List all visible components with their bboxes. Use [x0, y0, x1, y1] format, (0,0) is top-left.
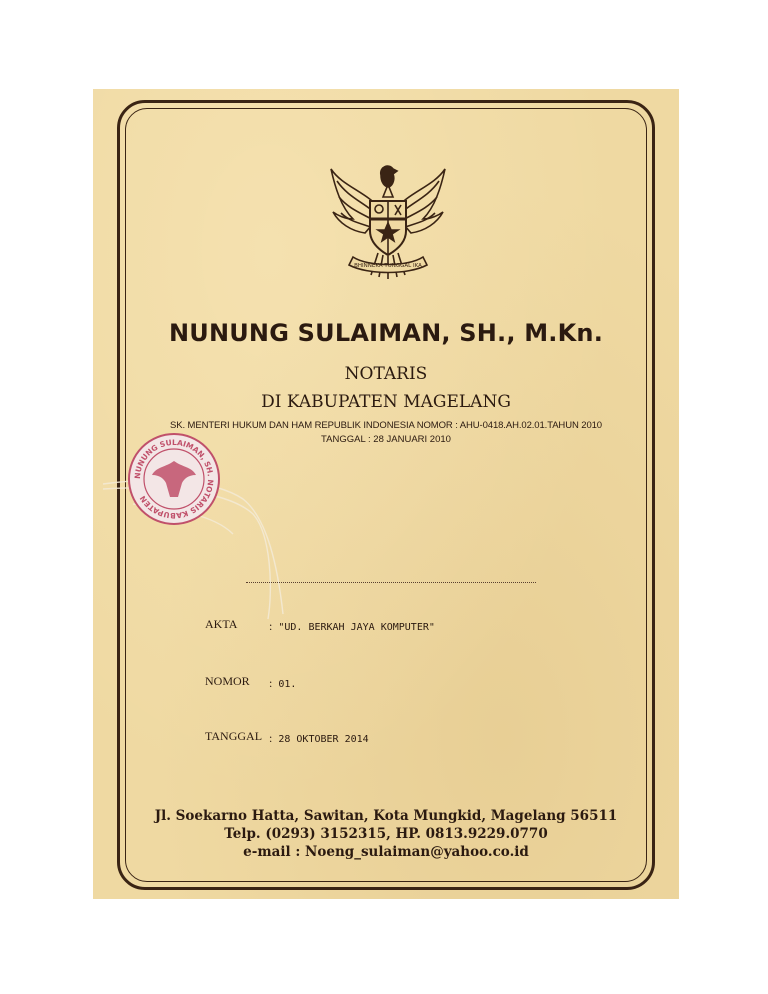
tanggal-value-text: 28 OKTOBER 2014	[278, 734, 369, 745]
nomor-colon: :	[269, 676, 273, 690]
nomor-label: NOMOR	[205, 674, 250, 688]
nomor-value	[269, 676, 296, 691]
sk-decree-line: SK. MENTERI HUKUM DAN HAM REPUBLIK INDONESIA NOMOR : AHU-0418.AH.02.01.TAHUN 2010	[169, 420, 602, 431]
document-cover	[93, 89, 679, 899]
tanggal-label: TANGGAL	[205, 729, 263, 743]
notary-role: NOTARIS	[344, 364, 428, 384]
emblem-motto: BHINNEKA TUNGGAL IKA	[354, 263, 422, 269]
sk-decree-date: TANGGAL : 28 JANUARI 2010	[321, 434, 451, 445]
akta-value-text: "UD. BERKAH JAYA KOMPUTER"	[278, 622, 435, 633]
notary-seal-stamp	[126, 431, 222, 527]
notary-name-title: NUNUNG SULAIMAN, SH., M.Kn.	[168, 319, 604, 347]
footer-address: Jl. Soekarno Hatta, Sawitan, Kota Mungkid, Magelang 56511	[154, 808, 618, 824]
akta-label: AKTA	[205, 617, 238, 631]
nomor-value-text: 01.	[278, 679, 297, 690]
akta-value	[269, 619, 435, 634]
dotted-separator	[246, 582, 536, 583]
notary-location: DI KABUPATEN MAGELANG	[261, 392, 511, 412]
footer-email: e-mail : Noeng_sulaiman@yahoo.co.id	[243, 844, 529, 860]
seal-text: NUNUNG SULAIMAN, SH. NOTARIS KABUPATEN	[132, 437, 216, 521]
akta-colon: :	[269, 619, 273, 633]
tanggal-colon: :	[269, 731, 273, 745]
tanggal-value	[269, 731, 369, 746]
footer-phone: Telp. (0293) 3152315, HP. 0813.9229.0770	[224, 826, 548, 842]
garuda-emblem-icon	[323, 157, 453, 287]
